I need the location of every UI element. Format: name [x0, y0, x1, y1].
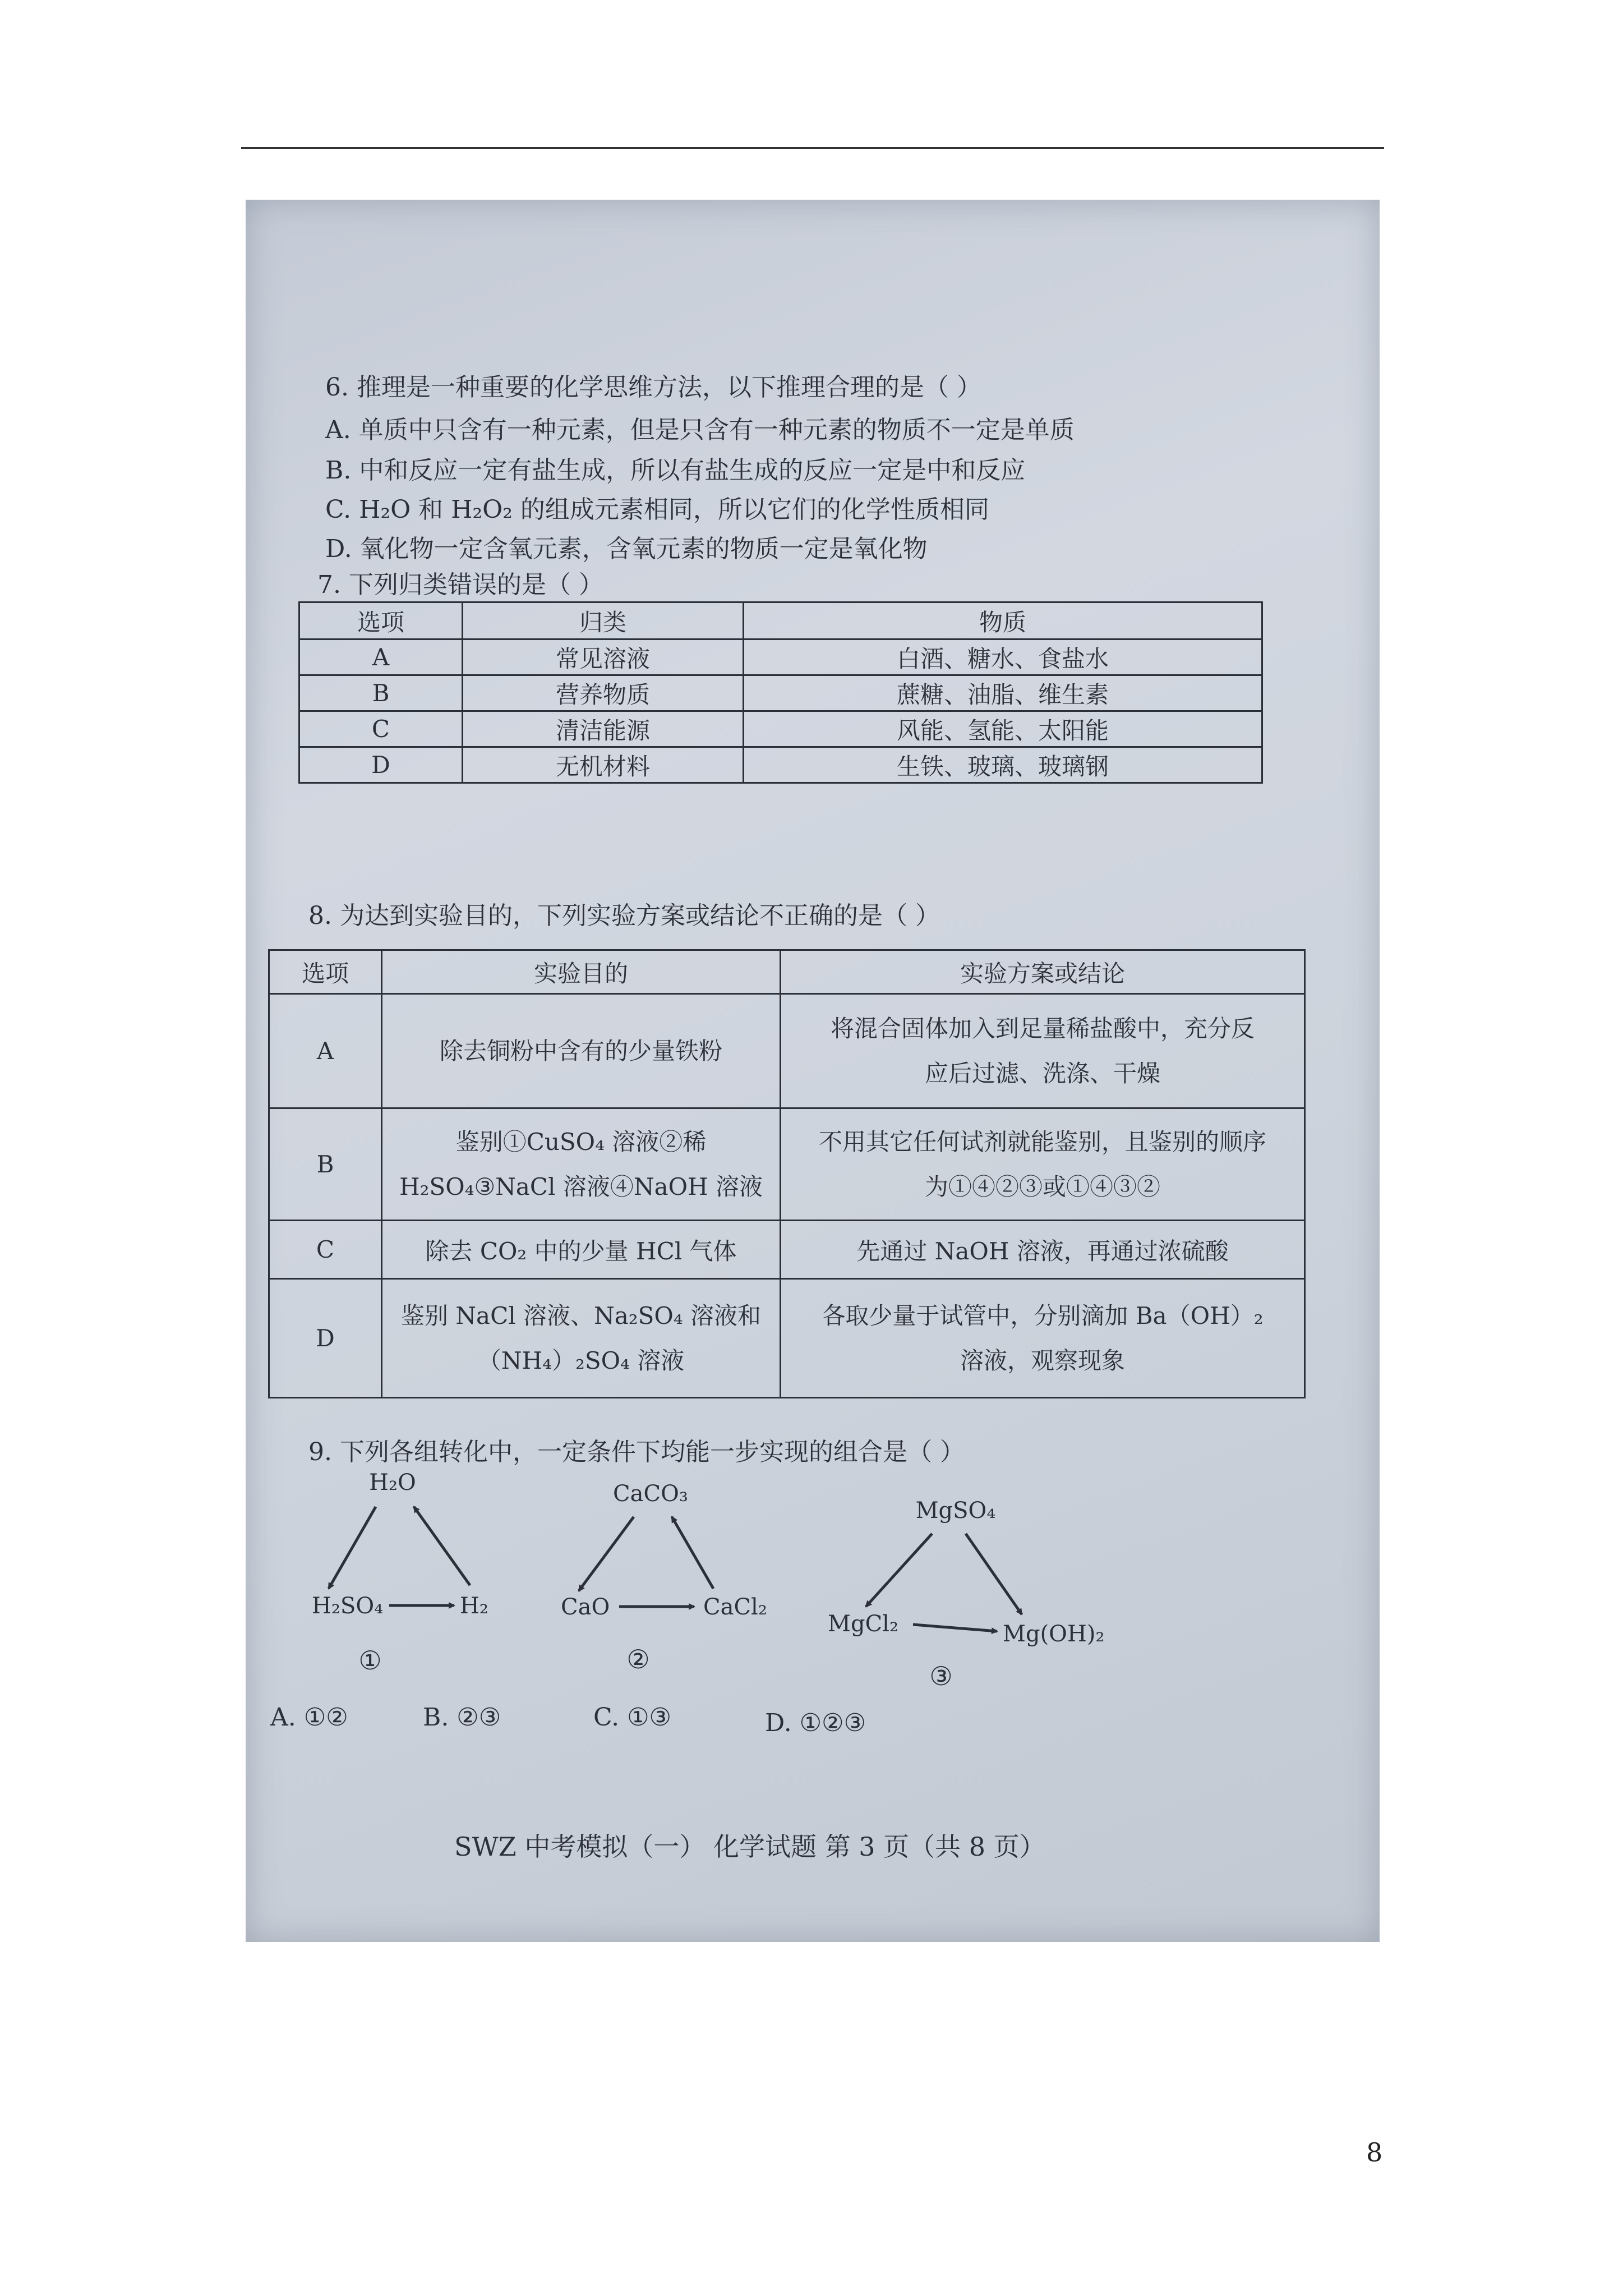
plan-line: 溶液，观察现象: [960, 1346, 1125, 1374]
plan-line: 不用其它任何试剂就能鉴别，且鉴别的顺序: [818, 1128, 1266, 1156]
table-cell: B: [299, 675, 463, 711]
diagram1-arrow-top-left: [329, 1507, 376, 1589]
q6-option-c: C. H₂O 和 H₂O₂ 的组成元素相同，所以它们的化学性质相同: [325, 495, 989, 524]
diagram2-arrow-right-top: [672, 1517, 713, 1589]
diagram1-left: H₂SO₄: [312, 1593, 384, 1619]
table-header: 归类: [463, 602, 744, 639]
table-cell: A: [269, 994, 382, 1108]
page-number: 8: [1366, 2137, 1383, 2168]
table-cell: 蔗糖、油脂、维生素: [744, 675, 1262, 711]
table-cell: D: [299, 747, 463, 783]
table-header: 实验目的: [382, 950, 781, 994]
goal-line: 鉴别①CuSO₄ 溶液②稀: [455, 1128, 707, 1156]
diagram1-top: H₂O: [369, 1470, 416, 1496]
q9-option-a: A. ①②: [270, 1703, 348, 1732]
header-rule: [241, 147, 1384, 149]
q6-option-a: A. 单质中只含有一种元素，但是只含有一种元素的物质不一定是单质: [325, 416, 1075, 444]
table-cell-plan: 先通过 NaOH 溶液，再通过浓硫酸: [781, 1221, 1305, 1279]
q9-diagrams: [246, 200, 1380, 1942]
diagram2-left: CaO: [561, 1594, 610, 1620]
table-header: 实验方案或结论: [781, 950, 1305, 994]
exam-footer: SWZ 中考模拟（一） 化学试题 第 3 页（共 8 页）: [454, 1832, 1045, 1862]
table-cell-goal: 除去 CO₂ 中的少量 HCl 气体: [382, 1221, 781, 1279]
diagram2-arrow-top-left: [579, 1517, 634, 1591]
goal-line: 鉴别 NaCl 溶液、Na₂SO₄ 溶液和: [400, 1301, 762, 1329]
q6-option-b: B. 中和反应一定有盐生成，所以有盐生成的反应一定是中和反应: [325, 456, 1026, 485]
exam-photo: [246, 200, 1380, 1942]
diagram3-left: MgCl₂: [828, 1611, 898, 1637]
q9-option-d: D. ①②③: [765, 1709, 866, 1737]
q6-option-d: D. 氧化物一定含氧元素，含氧元素的物质一定是氧化物: [325, 535, 928, 563]
table-cell: 清洁能源: [463, 711, 744, 747]
q7-stem: 7. 下列归类错误的是（ ）: [317, 570, 603, 599]
table-cell: 生铁、玻璃、玻璃钢: [744, 747, 1262, 783]
diagram3-arrow-top-right: [966, 1534, 1022, 1614]
table-cell: C: [299, 711, 463, 747]
diagram3-top: MgSO₄: [915, 1498, 996, 1524]
diagram3-arrow-top-left: [866, 1534, 932, 1607]
diagram3-arrow-left-right: [913, 1625, 997, 1631]
table-header: 选项: [299, 602, 463, 639]
q9-option-b: B. ②③: [423, 1703, 501, 1732]
table-cell: D: [269, 1279, 382, 1398]
q9-option-c: C. ①③: [593, 1703, 671, 1732]
diagram1-arrow-right-top: [414, 1507, 470, 1585]
plan-line: 应后过滤、洗涤、干燥: [924, 1059, 1160, 1087]
diagram2-top: CaCO₃: [613, 1481, 688, 1507]
table-cell: 无机材料: [463, 747, 744, 783]
table-cell: 营养物质: [463, 675, 744, 711]
table-cell: A: [299, 639, 463, 675]
table-header: 物质: [744, 602, 1262, 639]
q9-stem: 9. 下列各组转化中，一定条件下均能一步实现的组合是（ ）: [308, 1438, 965, 1466]
diagram2-right: CaCl₂: [703, 1594, 767, 1620]
diagram1-label: ①: [358, 1645, 382, 1676]
diagram3-label: ③: [929, 1661, 953, 1691]
goal-line: （NH₄）₂SO₄ 溶液: [477, 1346, 685, 1374]
plan-line: 各取少量于试管中，分别滴加 Ba（OH）₂: [822, 1301, 1264, 1329]
table-cell: 风能、氢能、太阳能: [744, 711, 1262, 747]
plan-line: 为①④②③或①④③②: [924, 1172, 1160, 1200]
table-cell: B: [269, 1108, 382, 1221]
diagram2-label: ②: [626, 1644, 650, 1674]
table-cell: 白酒、糖水、食盐水: [744, 639, 1262, 675]
table-cell: 常见溶液: [463, 639, 744, 675]
q6-stem: 6. 推理是一种重要的化学思维方法，以下推理合理的是（ ）: [325, 373, 981, 402]
diagram3-right: Mg(OH)₂: [1003, 1621, 1105, 1647]
table-cell: C: [269, 1221, 382, 1279]
table-header: 选项: [269, 950, 382, 994]
table-cell-goal: 除去铜粉中含有的少量铁粉: [382, 994, 781, 1108]
diagram1-right: H₂: [460, 1593, 488, 1619]
plan-line: 将混合固体加入到足量稀盐酸中，充分反: [830, 1014, 1255, 1042]
goal-line: H₂SO₄③NaCl 溶液④NaOH 溶液: [399, 1172, 763, 1200]
q8-stem: 8. 为达到实验目的，下列实验方案或结论不正确的是（ ）: [308, 901, 940, 930]
